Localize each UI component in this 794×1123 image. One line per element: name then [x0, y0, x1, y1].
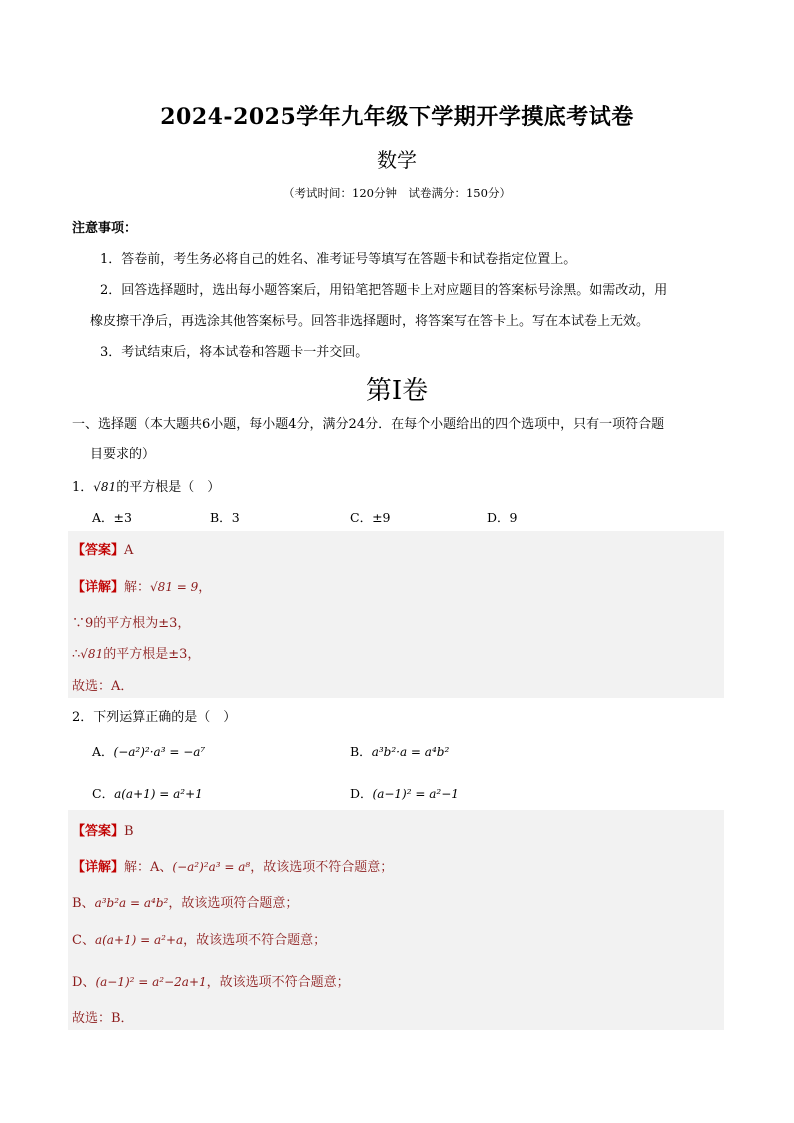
q2-conclusion: 故选：B．: [72, 1011, 134, 1026]
q1-step-1: ∵9的平方根为±3，: [72, 616, 191, 631]
detail-math: a(a+1) = a²+a: [94, 933, 184, 947]
q1-detail: [72, 576, 211, 595]
q2-answer: [72, 820, 134, 839]
section-heading: 一、选择题（本大题共6小题，每小题4分，满分24分．在每个小题给出的四个选项中，只有一项符合题: [72, 417, 665, 432]
detail-prefix: 解：: [124, 580, 151, 595]
q2-option-a: [92, 742, 205, 760]
option-label: C．: [350, 510, 373, 525]
stem-text: 的平方根是（ ）: [116, 480, 221, 495]
q1-option-a: [92, 508, 132, 526]
note-item-3: 3．考试结束后，将本试卷和答题卡一并交回。: [100, 345, 369, 360]
detail-prefix: 解：A、: [124, 860, 173, 875]
question-number: 1．: [72, 480, 94, 495]
q2-detail-c: [72, 929, 326, 948]
notes-heading: 注意事项：: [72, 221, 138, 236]
detail-text: ，故该选项符合题意；: [168, 896, 299, 911]
option-label: B．: [210, 510, 232, 525]
exam-title: 2024-2025学年九年级下学期开学摸底考试卷: [160, 104, 634, 130]
q2-option-d: [350, 784, 459, 802]
q2-detail-a: [72, 856, 393, 875]
q1-option-b: [210, 508, 240, 526]
option-label: A．: [92, 510, 114, 525]
exam-info: （考试时间：120分钟 试卷满分：150分）: [283, 186, 511, 200]
section-heading-cont: 目要求的）: [90, 447, 156, 462]
question-2-stem: [72, 706, 236, 725]
detail-text: ，故该选项不符合题意；: [206, 975, 350, 990]
stem-text: 下列运算正确的是（ ）: [93, 710, 237, 725]
detail-text: ，故该选项不符合题意；: [183, 933, 327, 948]
volume-heading: 第Ⅰ卷: [365, 376, 429, 406]
q1-step-2: [72, 643, 200, 662]
math-sqrt: √81: [93, 480, 117, 494]
option-value: ±9: [372, 510, 391, 525]
option-value: ±3: [113, 510, 132, 525]
detail-label: 【详解】: [72, 580, 125, 595]
detail-text: ，故该选项不符合题意；: [250, 860, 394, 875]
answer-label: 【答案】: [72, 543, 125, 558]
option-value: 3: [231, 510, 240, 525]
q1-conclusion: 故选：A．: [72, 679, 134, 694]
therefore-symbol: ∴: [72, 647, 81, 662]
q2-detail-d: [72, 971, 350, 990]
detail-prefix: B、: [72, 896, 95, 911]
q1-answer: [72, 539, 133, 558]
detail-label: 【详解】: [72, 860, 125, 875]
q2-option-c: [92, 784, 203, 802]
answer-value: B: [124, 824, 134, 839]
detail-suffix: ，: [198, 580, 212, 595]
subject-title: 数学: [377, 148, 417, 172]
option-label: D．: [350, 786, 373, 801]
option-label: D．: [487, 510, 510, 525]
option-value: (−a²)²·a³ = −a⁷: [113, 745, 206, 759]
detail-math: (a−1)² = a²−2a+1: [95, 975, 207, 989]
note-item-2-cont: 橡皮擦干净后，再选涂其他答案标号。回答非选择题时，将答案写在答卡上。写在本试卷上无效。: [90, 314, 650, 329]
q2-option-b: [350, 742, 449, 760]
q2-detail-b: [72, 892, 298, 911]
answer-value: A: [124, 543, 134, 558]
option-label: B．: [350, 744, 372, 759]
detail-prefix: C、: [72, 933, 95, 948]
answer-label: 【答案】: [72, 824, 125, 839]
option-value: a(a+1) = a²+1: [114, 787, 203, 801]
q2-solution-box: [68, 810, 724, 1030]
option-value: a³b²·a = a⁴b²: [371, 745, 450, 759]
detail-prefix: D、: [72, 975, 96, 990]
option-value: (a−1)² = a²−1: [372, 787, 459, 801]
q1-option-d: [487, 508, 517, 526]
option-label: C．: [92, 786, 115, 801]
option-label: A．: [92, 744, 114, 759]
option-value: 9: [509, 510, 518, 525]
q1-option-c: [350, 508, 391, 526]
detail-math: a³b²a = a⁴b²: [94, 896, 169, 910]
note-item-2: 2．回答选择题时，选出每小题答案后，用铅笔把答题卡上对应题目的答案标号涂黑。如需改动，用: [100, 283, 668, 298]
math-sqrt: √81: [80, 647, 104, 661]
detail-math: (−a²)²a³ = a⁸: [172, 860, 251, 874]
detail-math: √81 = 9: [150, 580, 199, 594]
note-item-1: 1．答卷前，考生务必将自己的姓名、准考证号等填写在答题卡和试卷指定位置上。: [100, 252, 577, 267]
question-number: 2．: [72, 710, 94, 725]
step-text: 的平方根是±3，: [103, 647, 201, 662]
question-1-stem: [72, 476, 220, 495]
